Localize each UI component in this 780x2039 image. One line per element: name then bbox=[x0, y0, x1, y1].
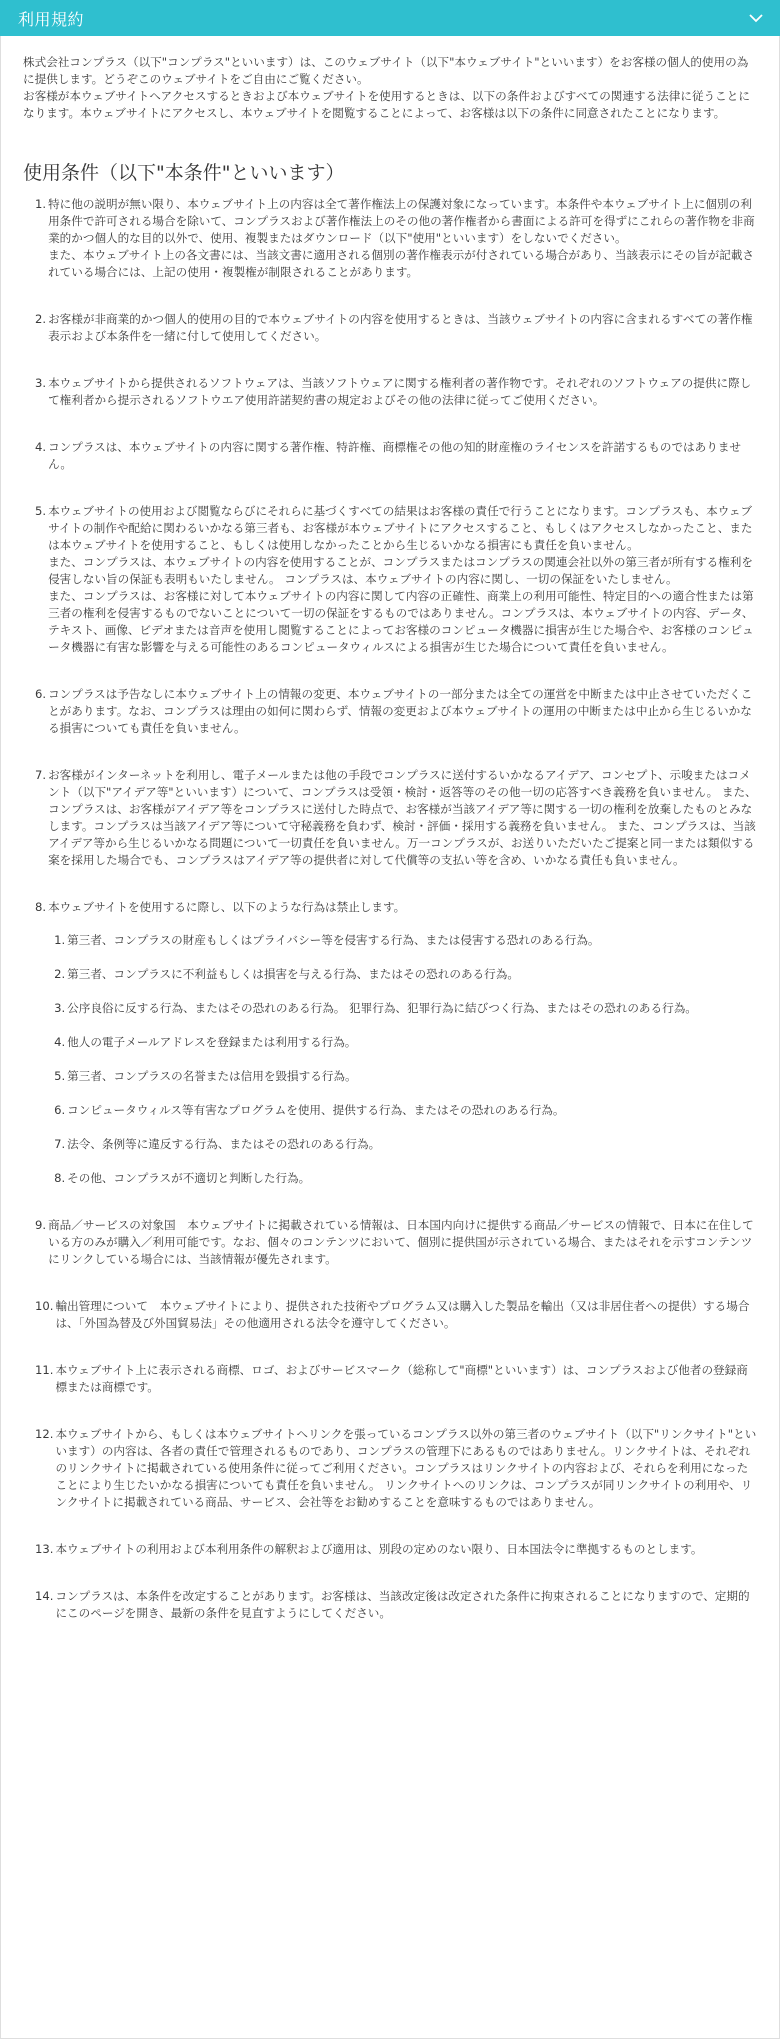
clause-paragraph: 本ウェブサイトから、もしくは本ウェブサイトへリンクを張っているコンプラス以外の第三者のウェブサイト（以下"リンクサイト"といいます）の内容は、各者の責任で管理されるものであり、コンプラスの管理下にあるものではありません。リンクサイトは、それぞれのリンクサイトに掲載されている使用条件に従ってご利用ください。コンプラスはリンクサイトの内容および、それらを利用になったことにより生じたいかなる損害についても責任を負いません。 リンクサイトへのリンクは、コンプラスが同リンクサイトの利用や、リンクサイトに掲載されている商品、サービス、会社等をお勧めすることを意味するものではありません。 bbox=[55, 1427, 757, 1509]
clause-body bbox=[55, 1426, 757, 1511]
clause-paragraph: 本ウェブサイトの使用および閲覧ならびにそれらに基づくすべての結果はお客様の責任で行うことになります。コンプラスも、本ウェブサイトの制作や配給に関わるいかなる第三者も、お客様が本ウェブサイトにアクセスすること、もしくはアクセスしなかったこと、または本ウェブサイトを使用すること、もしくは使用しなかったことから生じるいかなる損害にも責任を負いません。 bbox=[48, 504, 753, 552]
sub-item-text: 他人の電子メールアドレスを登録または利用する行為。 bbox=[67, 1035, 357, 1049]
clause-body bbox=[55, 1362, 757, 1396]
prohibited-act-item bbox=[54, 1000, 757, 1017]
intro-paragraph: お客様が本ウェブサイトへアクセスするときおよび本ウェブサイトを使用するときは、以下の条件およびすべての関連する法律に従うことになります。本ウェブサイトにアクセスし、本ウェブサイトを閲覧することによって、お客様は以下の条件に同意されたことになります。 bbox=[23, 89, 750, 120]
clause-body bbox=[55, 1588, 757, 1622]
prohibited-act-item bbox=[54, 1136, 757, 1153]
clause-body bbox=[48, 311, 757, 345]
sub-item-number: 1. bbox=[54, 933, 66, 947]
clause-item bbox=[35, 686, 757, 737]
sub-item-number: 4. bbox=[54, 1035, 66, 1049]
clause-paragraph: 特に他の説明が無い限り、本ウェブサイト上の内容は全て著作権法上の保護対象になっています。本条件や本ウェブサイト上に個別の利用条件で許可される場合を除いて、コンプラスおよび著作権法上のその他の著作権者から書面による許可を得ずにこれらの著作物を非商業的かつ個人的な目的以外で、使用、複製またはダウンロード（以下"使用"といいます）をしないでください。 bbox=[48, 197, 755, 245]
clause-item bbox=[35, 899, 757, 1187]
sub-item-number: 8. bbox=[54, 1171, 66, 1185]
clause-number: 7. bbox=[35, 768, 47, 782]
clause-item bbox=[35, 1217, 757, 1268]
clause-number: 11. bbox=[35, 1363, 54, 1377]
clause-item bbox=[35, 767, 757, 869]
clause-paragraph: 本ウェブサイトの利用および本利用条件の解釈および適用は、別段の定めのない限り、日本国法令に準拠するものとします。 bbox=[55, 1542, 703, 1556]
sub-item-number: 5. bbox=[54, 1069, 66, 1083]
sub-item-text: コンピュータウィルス等有害なプログラムを使用、提供する行為、またはその恐れのある行為。 bbox=[67, 1103, 565, 1117]
clause-paragraph: 本ウェブサイトを使用するに際し、以下のような行為は禁止します。 bbox=[48, 900, 406, 914]
clause-paragraph: コンプラスは、本ウェブサイトの内容に関する著作権、特許権、商標権その他の知的財産権のライセンスを許諾するものではありません。 bbox=[48, 440, 742, 471]
clause-paragraph: また、本ウェブサイト上の各文書には、当該文書に適用される個別の著作権表示が付されている場合があり、当該表示にその旨が記載されている場合には、上記の使用・複製権が制限されることがあります。 bbox=[48, 248, 755, 279]
clause-item bbox=[35, 375, 757, 409]
clause-number: 2. bbox=[35, 312, 47, 326]
intro-paragraph: 株式会社コンプラス（以下"コンプラス"といいます）は、このウェブサイト（以下"本ウェブサイト"といいます）をお客様の個人的使用の為に提供します。どうぞこのウェブサイトをご自由にご覧ください。 bbox=[23, 55, 749, 86]
sub-item-text: 第三者、コンプラスの名誉または信用を毀損する行為。 bbox=[67, 1069, 357, 1083]
prohibited-act-item bbox=[54, 1034, 757, 1051]
clause-paragraph: 商品／サービスの対象国 本ウェブサイトに掲載されている情報は、日本国内向けに提供する商品／サービスの情報で、日本に在住している方のみが購入／利用可能です。なお、個々のコンテンツにおいて、個別に提供国が示されている場合、またはそれを示すコンテンツにリンクしている場合には、当該情報が優先されます。 bbox=[48, 1218, 754, 1266]
clause-number: 6. bbox=[35, 687, 47, 701]
clause-body bbox=[48, 1217, 757, 1268]
clause-paragraph: また、コンプラスは、お客様に対して本ウェブサイトの内容に関して内容の正確性、商業上の利用可能性、特定目的への適合性または第三者の権利を侵害するものでないことについて一切の保証をするものではありません。コンプラスは、本ウェブサイトの内容、データ、テキスト、画像、ビデオまたは音声を使用し閲覧することによってお客様のコンピュータ機器に損害が生じた場合や、お客様のコンピュータ機器に有害な影響を与える可能性のあるコンピュータウィルスによる損害が生じた場合について責任を負いません。 bbox=[48, 589, 754, 654]
clause-item bbox=[35, 196, 757, 281]
clause-item bbox=[35, 311, 757, 345]
prohibited-act-item bbox=[54, 1170, 757, 1187]
sub-item-number: 7. bbox=[54, 1137, 66, 1151]
clause-number: 5. bbox=[35, 504, 47, 518]
prohibited-acts-list bbox=[48, 932, 757, 1187]
sub-item-text: 法令、条例等に違反する行為、またはその恐れのある行為。 bbox=[67, 1137, 381, 1151]
sub-item-number: 3. bbox=[54, 1001, 66, 1015]
sub-item-text: その他、コンプラスが不適切と判断した行為。 bbox=[67, 1171, 311, 1185]
clause-body bbox=[48, 439, 757, 473]
clause-item bbox=[35, 1541, 757, 1558]
clause-number: 3. bbox=[35, 376, 47, 390]
clause-number: 4. bbox=[35, 440, 47, 454]
prohibited-act-item bbox=[54, 966, 757, 983]
clause-paragraph: 輸出管理について 本ウェブサイトにより、提供された技術やプログラム又は購入した製品を輸出（又は非居住者への提供）する場合は、「外国為替及び外国貿易法」その他適用される法令を遵守してください。 bbox=[55, 1299, 750, 1330]
sub-item-text: 第三者、コンプラスの財産もしくはプライバシー等を侵害する行為、または侵害する恐れのある行為。 bbox=[67, 933, 600, 947]
clause-body bbox=[48, 686, 757, 737]
prohibited-act-item bbox=[54, 1068, 757, 1085]
clause-list bbox=[23, 196, 757, 1622]
terms-title: 利用規約 bbox=[18, 9, 85, 29]
clause-body bbox=[48, 767, 757, 869]
clause-number: 9. bbox=[35, 1218, 47, 1232]
clause-body bbox=[48, 899, 757, 1187]
clause-number: 14. bbox=[35, 1589, 54, 1603]
clause-item bbox=[35, 1588, 757, 1622]
terms-accordion-header[interactable] bbox=[0, 0, 780, 36]
clause-body bbox=[55, 1298, 757, 1332]
clause-paragraph: また、コンプラスは、本ウェブサイトの内容を使用することが、コンプラスまたはコンプラスの関連会社以外の第三者が所有する権利を侵害しない旨の保証も表明もいたしません。 コンプラスは、本ウェブサイトの内容に関し、一切の保証をいたしません。 bbox=[48, 555, 753, 586]
clause-body bbox=[55, 1541, 757, 1558]
clause-paragraph: 本ウェブサイト上に表示される商標、ロゴ、およびサービスマーク（総称して"商標"といいます）は、コンプラスおよび他者の登録商標または商標です。 bbox=[55, 1363, 748, 1394]
clause-item bbox=[35, 1362, 757, 1396]
clause-number: 10. bbox=[35, 1299, 54, 1313]
clause-body bbox=[48, 196, 757, 281]
chevron-down-icon[interactable] bbox=[746, 8, 766, 28]
clause-paragraph: コンプラスは、本条件を改定することがあります。お客様は、当該改定後は改定された条件に拘束されることになりますので、定期的にこのページを開き、最新の条件を見直すようにしてください。 bbox=[55, 1589, 750, 1620]
clause-paragraph: コンプラスは予告なしに本ウェブサイト上の情報の変更、本ウェブサイトの一部分または全ての運営を中断または中止させていただくことがあります。なお、コンプラスは理由の如何に関わらず、情報の変更および本ウェブサイトの運用の中断または中止から生じるいかなる損害についても責任を負いません。 bbox=[48, 687, 753, 735]
clause-item bbox=[35, 1426, 757, 1511]
clause-body bbox=[48, 503, 757, 656]
prohibited-act-item bbox=[54, 932, 757, 949]
sub-item-text: 第三者、コンプラスに不利益もしくは損害を与える行為、またはその恐れのある行為。 bbox=[67, 967, 519, 981]
clause-item bbox=[35, 503, 757, 656]
clause-paragraph: お客様がインターネットを利用し、電子メールまたは他の手段でコンプラスに送付するいかなるアイデア、コンセプト、示唆またはコメント（以下"アイデア等"といいます）について、コンプラスは受領・検討・返答等のその他一切の応答すべき義務を負いません。 また、コンプラスは、お客様がアイデア等をコンプラスに送付した時点で、お客様が当該アイデア等に関する一切の権利を放棄したものとみなします。コンプラスは当該アイデア等について守秘義務を負わず、検討・評価・採用する義務を負いません。 また、コンプラスは、当該アイデア等から生じるいかなる問題について一切責任を負いません。万一コンプラスが、お送りいただいたご提案と同一または類似する案を採用した場合でも、コンプラスはアイデア等の提供者に対して代償等の支払い等を含め、いかなる責任も負いません。 bbox=[48, 768, 757, 867]
clause-item bbox=[35, 439, 757, 473]
sub-item-number: 2. bbox=[54, 967, 66, 981]
clause-number: 12. bbox=[35, 1427, 54, 1441]
prohibited-act-item bbox=[54, 1102, 757, 1119]
clause-number: 8. bbox=[35, 900, 47, 914]
clause-paragraph: お客様が非商業的かつ個人的使用の目的で本ウェブサイトの内容を使用するときは、当該ウェブサイトの内容に含まれるすべての著作権表示および本条件を一緒に付して使用してください。 bbox=[48, 312, 753, 343]
sub-item-number: 6. bbox=[54, 1103, 66, 1117]
clause-paragraph: 本ウェブサイトから提供されるソフトウェアは、当該ソフトウェアに関する権利者の著作物です。それぞれのソフトウェアの提供に際して権利者から提示されるソフトウエア使用許諾契約書の規定およびその他の法律に従ってご使用ください。 bbox=[48, 376, 752, 407]
clause-number: 1. bbox=[35, 197, 47, 211]
terms-panel bbox=[0, 36, 780, 2039]
sub-item-text: 公序良俗に反する行為、またはその恐れのある行為。 犯罪行為、犯罪行為に結びつく行為、またはその恐れのある行為。 bbox=[67, 1001, 697, 1015]
clause-item bbox=[35, 1298, 757, 1332]
clause-body bbox=[48, 375, 757, 409]
intro bbox=[23, 54, 757, 122]
clause-number: 13. bbox=[35, 1542, 54, 1556]
section-title: 使用条件（以下"本条件"といいます） bbox=[23, 162, 345, 184]
